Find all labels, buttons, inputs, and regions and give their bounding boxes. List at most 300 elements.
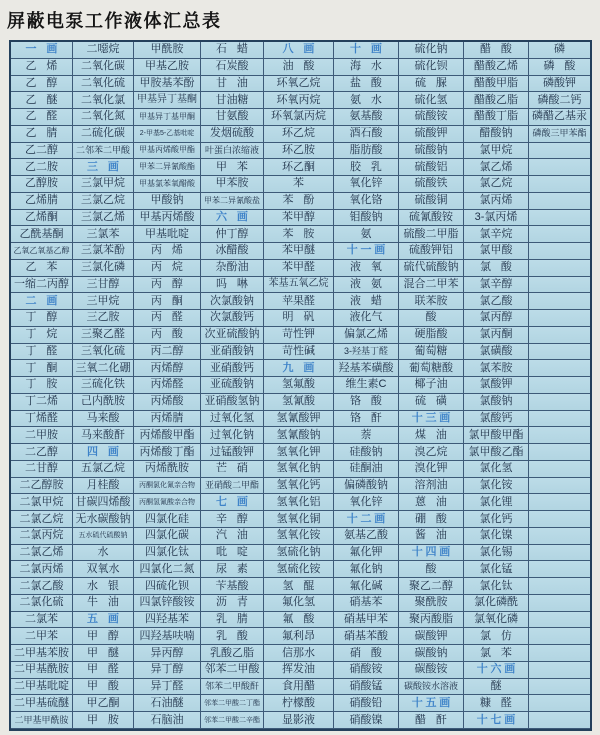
- cell-text: 十画: [350, 43, 392, 56]
- table-cell: [73, 561, 134, 578]
- cell-text: 氢硫化铵: [276, 562, 321, 575]
- table-cell: [529, 143, 590, 160]
- table-cell: [464, 411, 529, 428]
- cell-text: 糠醛: [480, 696, 522, 709]
- cell-text: 氢硫化钠: [276, 546, 321, 559]
- section-header-cell: [334, 42, 399, 59]
- section-header-cell: [464, 712, 529, 729]
- table-cell: [334, 478, 399, 495]
- table-cell: [334, 92, 399, 109]
- cell-text: 硫脲: [415, 76, 457, 89]
- table-cell: [529, 327, 590, 344]
- cell-text: 甲醇: [87, 629, 129, 642]
- table-cell: [529, 210, 590, 227]
- table-cell: [529, 193, 590, 210]
- cell-text: 氯甲烷: [479, 143, 513, 156]
- table-cell: [201, 92, 264, 109]
- table-cell: [399, 226, 464, 243]
- table-cell: [334, 494, 399, 511]
- cell-text: 氯化钙: [479, 512, 513, 525]
- table-cell: [464, 578, 529, 595]
- cell-text: 氢氰酸: [282, 395, 315, 408]
- table-cell: [73, 226, 134, 243]
- table-cell: [529, 42, 590, 59]
- table-cell: [201, 612, 264, 629]
- table-cell: [264, 578, 334, 595]
- cell-text: 椰子油: [414, 378, 448, 391]
- table-cell: [201, 444, 264, 461]
- cell-text: 十七画: [476, 713, 518, 726]
- cell-text: 磷醋乙基汞: [532, 110, 587, 123]
- table-cell: [201, 42, 264, 59]
- table-cell: [73, 511, 134, 528]
- table-cell: [134, 76, 201, 93]
- cell-text: 乙酰基酮: [19, 227, 64, 240]
- cell-text: 十六画: [476, 663, 518, 676]
- table-cell: [264, 92, 334, 109]
- cell-text: 二画: [25, 294, 68, 307]
- table-cell: [464, 344, 529, 361]
- table-cell: [399, 327, 464, 344]
- summary-table: [9, 40, 592, 731]
- table-cell: [464, 377, 529, 394]
- cell-text: 联苯胺: [414, 294, 448, 307]
- table-cell: [399, 277, 464, 294]
- cell-text: 过锰酸钾: [210, 445, 254, 458]
- table-cell: [334, 545, 399, 562]
- table-cell: [73, 461, 134, 478]
- cell-text: 叶蛋白浓缩液: [204, 144, 259, 155]
- cell-text: 苯: [293, 177, 304, 190]
- table-cell: [73, 327, 134, 344]
- table-cell: [11, 545, 73, 562]
- cell-text: 氢氰酸钠: [276, 428, 321, 441]
- cell-text: 信那水: [282, 646, 315, 659]
- table-cell: [399, 243, 464, 260]
- cell-text: 丙醛: [151, 311, 193, 324]
- cell-text: 氯乙烯: [479, 160, 513, 173]
- table-cell: [11, 528, 73, 545]
- cell-text: 二氯乙酸: [19, 579, 64, 592]
- cell-text: 硫化氢: [414, 93, 448, 106]
- cell-text: 醋酸: [480, 43, 522, 56]
- table-cell: [529, 126, 590, 143]
- cell-text: 三氯甲烷: [81, 177, 125, 190]
- table-cell: [11, 159, 73, 176]
- cell-text: 乙醛: [25, 110, 68, 123]
- cell-text: 乙二胺: [25, 160, 58, 173]
- cell-text: 丁酮: [25, 361, 68, 374]
- cell-text: 萘: [360, 428, 372, 441]
- table-cell: [334, 612, 399, 629]
- cell-text: 亚硫酸钠: [210, 378, 254, 391]
- table-cell: [264, 712, 334, 729]
- section-header-cell: [73, 159, 134, 176]
- table-cell: [73, 176, 134, 193]
- cell-text: 醋酸丁脂: [474, 110, 518, 123]
- table-cell: [264, 561, 334, 578]
- cell-text: 无水碳酸钠: [75, 512, 131, 525]
- cell-text: 三氯苯酚: [81, 244, 125, 257]
- table-cell: [73, 679, 134, 696]
- table-cell: [73, 243, 134, 260]
- table-cell: [11, 578, 73, 595]
- cell-text: 丁烷: [25, 328, 68, 341]
- table-cell: [134, 427, 201, 444]
- table-cell: [201, 394, 264, 411]
- cell-text: 氧化锌: [349, 495, 383, 508]
- section-header-cell: [201, 210, 264, 227]
- table-cell: [134, 595, 201, 612]
- table-cell: [399, 578, 464, 595]
- cell-text: 氨基酸: [349, 110, 383, 123]
- cell-text: 葡萄糖酸: [409, 361, 453, 374]
- cell-text: 过氧化钠: [210, 428, 254, 441]
- cell-text: 十三画: [411, 412, 453, 424]
- cell-text: 氯化铵: [479, 479, 513, 492]
- table-cell: [134, 612, 201, 629]
- table-cell: [399, 444, 464, 461]
- cell-text: 二甲苯: [25, 629, 58, 642]
- table-cell: [334, 427, 399, 444]
- table-cell: [73, 427, 134, 444]
- table-cell: [529, 109, 590, 126]
- cell-text: 丙烯酸丁酯: [139, 445, 195, 458]
- cell-text: 磷: [554, 43, 565, 56]
- table-cell: [264, 427, 334, 444]
- table-cell: [334, 277, 399, 294]
- cell-text: 硫酸钠: [414, 143, 448, 156]
- table-cell: [134, 109, 201, 126]
- table-cell: [464, 193, 529, 210]
- cell-text: 仲丁醇: [215, 227, 249, 240]
- cell-text: 氯化锡: [479, 546, 513, 559]
- cell-text: 煤油: [415, 428, 457, 441]
- cell-text: 吡啶: [216, 546, 258, 559]
- table-cell: [464, 444, 529, 461]
- table-cell: [399, 109, 464, 126]
- table-cell: [201, 243, 264, 260]
- cell-text: 八画: [282, 43, 325, 56]
- table-cell: [134, 310, 201, 327]
- cell-text: 柠檬酸: [282, 696, 315, 709]
- cell-text: 沥青: [216, 596, 258, 609]
- cell-text: 挥发油: [282, 663, 315, 676]
- cell-text: 甲苯: [216, 160, 258, 173]
- table-cell: [264, 193, 334, 210]
- table-cell: [134, 511, 201, 528]
- table-cell: [134, 478, 201, 495]
- table-cell: [464, 461, 529, 478]
- table-cell: [73, 126, 134, 143]
- cell-text: 乙烯腈: [25, 194, 58, 207]
- table-cell: [134, 243, 201, 260]
- cell-text: 乙醇: [25, 76, 68, 89]
- cell-text: 三氯乙烯: [81, 210, 125, 223]
- cell-text: 过氧化氢: [210, 412, 254, 424]
- table-cell: [134, 344, 201, 361]
- cell-text: 磷酸钾: [543, 76, 576, 89]
- cell-text: 邻苯二甲酸酐: [204, 681, 259, 692]
- cell-text: 甘氨酸: [215, 110, 249, 123]
- table-cell: [529, 76, 590, 93]
- table-cell: [399, 126, 464, 143]
- table-cell: [201, 411, 264, 428]
- table-cell: [201, 109, 264, 126]
- cell-text: 四画: [87, 445, 129, 458]
- cell-text: 异丙醇: [150, 646, 184, 659]
- table-cell: [399, 394, 464, 411]
- table-cell: [399, 595, 464, 612]
- table-cell: [334, 59, 399, 76]
- table-cell: [11, 310, 73, 327]
- table-cell: [264, 109, 334, 126]
- cell-text: 甲醛: [87, 663, 129, 676]
- table-cell: [334, 377, 399, 394]
- cell-text: 氢氟酸: [282, 378, 315, 391]
- cell-text: 氯酸钠: [479, 395, 513, 408]
- table-cell: [73, 528, 134, 545]
- cell-text: 二氯化硫: [19, 596, 64, 609]
- table-cell: [464, 143, 529, 160]
- table-cell: [264, 143, 334, 160]
- table-cell: [464, 528, 529, 545]
- cell-text: 乙二醇: [25, 143, 58, 156]
- cell-text: 丙酮氢氰酸亲合物: [139, 498, 195, 506]
- table-cell: [201, 511, 264, 528]
- cell-text: 醋酸乙脂: [474, 93, 518, 106]
- cell-text: 一画: [25, 43, 68, 56]
- table-cell: [399, 612, 464, 629]
- table-cell: [11, 595, 73, 612]
- cell-text: 氢氧化钠: [276, 462, 321, 475]
- cell-text: 氯丙醇: [479, 311, 513, 324]
- table-cell: [334, 695, 399, 712]
- cell-text: 四氯化钛: [145, 546, 189, 559]
- cell-text: 乳腈: [216, 613, 258, 626]
- table-cell: [201, 578, 264, 595]
- cell-text: 亚硝酸钠: [210, 344, 254, 357]
- cell-text: 三甲烷: [86, 294, 120, 307]
- table-cell: [134, 260, 201, 277]
- cell-text: 氯苯胺: [479, 361, 513, 374]
- table-cell: [11, 193, 73, 210]
- cell-text: 邻苯二甲酸二丁酯: [204, 699, 260, 707]
- cell-text: 氯甲酸乙酯: [468, 445, 524, 458]
- table-cell: [11, 360, 73, 377]
- table-cell: [529, 59, 590, 76]
- cell-text: 丁胺: [25, 378, 68, 391]
- cell-text: 碳酸铵水溶液: [403, 681, 458, 692]
- table-cell: [464, 226, 529, 243]
- table-cell: [264, 310, 334, 327]
- table-cell: [134, 561, 201, 578]
- cell-text: 四硫化钡: [145, 579, 189, 592]
- cell-text: 亚硝酸二甲酯: [204, 480, 259, 491]
- table-cell: [529, 444, 590, 461]
- cell-text: 氯化锂: [479, 495, 513, 508]
- cell-text: 硅酸钠: [349, 445, 383, 458]
- table-cell: [73, 310, 134, 327]
- table-cell: [264, 277, 334, 294]
- cell-text: 三甘醇: [86, 277, 120, 290]
- table-cell: [264, 511, 334, 528]
- cell-text: 氯化镍: [479, 529, 513, 542]
- cell-text: 甲酸: [87, 680, 129, 693]
- table-cell: [134, 143, 201, 160]
- table-cell: [134, 695, 201, 712]
- cell-text: 食用醋: [282, 680, 315, 693]
- table-cell: [334, 260, 399, 277]
- cell-text: 甲酰胺: [150, 43, 184, 56]
- table-cell: [73, 595, 134, 612]
- table-cell: [529, 243, 590, 260]
- table-cell: [73, 109, 134, 126]
- cell-text: 硫酸钾铝: [409, 244, 453, 257]
- table-cell: [464, 360, 529, 377]
- cell-text: 氯仿: [480, 629, 522, 642]
- table-cell: [11, 76, 73, 93]
- table-cell: [529, 427, 590, 444]
- table-cell: [334, 109, 399, 126]
- table-cell: [73, 695, 134, 712]
- table-cell: [134, 444, 201, 461]
- table-cell: [464, 494, 529, 511]
- cell-text: 乳酸乙脂: [210, 646, 254, 659]
- table-cell: [134, 360, 201, 377]
- cell-text: 二氯乙烯: [19, 546, 64, 559]
- cell-text: 石炭酸: [215, 60, 249, 73]
- cell-text: 液氨: [350, 277, 392, 290]
- cell-text: 氯酸: [480, 261, 522, 274]
- table-cell: [73, 645, 134, 662]
- cell-text: 二氯丙烷: [19, 529, 64, 542]
- section-header-cell: [73, 612, 134, 629]
- table-cell: [264, 260, 334, 277]
- table-cell: [464, 394, 529, 411]
- cell-text: 氯辛醇: [479, 277, 513, 290]
- table-cell: [464, 645, 529, 662]
- table-cell: [201, 427, 264, 444]
- cell-text: 氯甲酸: [479, 244, 513, 257]
- cell-text: 氯丙烯: [479, 194, 513, 207]
- table-cell: [529, 411, 590, 428]
- table-cell: [464, 679, 529, 696]
- table-cell: [464, 277, 529, 294]
- cell-text: 溶剂油: [414, 479, 448, 492]
- table-cell: [201, 595, 264, 612]
- table-cell: [134, 210, 201, 227]
- table-cell: [529, 461, 590, 478]
- cell-text: 石蜡: [216, 43, 258, 56]
- table-cell: [464, 76, 529, 93]
- table-cell: [11, 260, 73, 277]
- cell-text: 五氯乙烷: [81, 462, 125, 475]
- table-cell: [399, 344, 464, 361]
- table-cell: [201, 293, 264, 310]
- table-cell: [464, 561, 529, 578]
- cell-text: 汽油: [216, 529, 258, 542]
- table-cell: [11, 628, 73, 645]
- table-cell: [201, 277, 264, 294]
- table-cell: [134, 327, 201, 344]
- table-cell: [11, 478, 73, 495]
- cell-text: 马来酸酐: [81, 428, 125, 441]
- table-cell: [334, 327, 399, 344]
- table-cell: [399, 360, 464, 377]
- cell-text: 丁二烯: [25, 395, 58, 408]
- cell-text: 苄基酸: [215, 579, 249, 592]
- cell-text: 氯化锰: [479, 562, 513, 575]
- table-cell: [201, 545, 264, 562]
- cell-text: 碳酸钠: [414, 646, 448, 659]
- table-cell: [11, 327, 73, 344]
- table-cell: [134, 59, 201, 76]
- table-cell: [201, 193, 264, 210]
- cell-text: 苯甲醚: [282, 244, 315, 257]
- cell-text: 苯胺: [282, 227, 325, 240]
- table-cell: [334, 628, 399, 645]
- cell-text: 三氧化硫: [81, 344, 125, 357]
- cell-text: 氯乙烷: [479, 177, 513, 190]
- table-cell: [73, 76, 134, 93]
- table-cell: [264, 411, 334, 428]
- table-cell: [464, 109, 529, 126]
- table-cell: [529, 645, 590, 662]
- cell-text: 氟化碱: [349, 579, 383, 592]
- table-cell: [334, 561, 399, 578]
- table-cell: [334, 143, 399, 160]
- table-cell: [264, 679, 334, 696]
- table-cell: [529, 394, 590, 411]
- table-cell: [529, 612, 590, 629]
- cell-text: 丙醇: [151, 277, 193, 290]
- cell-text: 溴乙烷: [414, 445, 448, 458]
- table-cell: [11, 645, 73, 662]
- cell-text: 辛醇: [216, 512, 258, 525]
- cell-text: 四氯化碳: [145, 529, 189, 542]
- table-cell: [201, 176, 264, 193]
- table-cell: [11, 511, 73, 528]
- table-cell: [264, 595, 334, 612]
- table-cell: [73, 478, 134, 495]
- cell-text: 硫化钠: [414, 43, 448, 56]
- table-cell: [399, 293, 464, 310]
- cell-text: 氯甲酸甲酯: [468, 428, 524, 441]
- table-cell: [134, 528, 201, 545]
- table-cell: [73, 293, 134, 310]
- cell-text: 四羟基呋喃: [139, 629, 195, 642]
- table-cell: [73, 42, 134, 59]
- cell-text: 乙腈: [25, 127, 68, 140]
- table-cell: [464, 159, 529, 176]
- cell-text: 环乙胺: [282, 143, 315, 156]
- table-cell: [134, 662, 201, 679]
- table-cell: [399, 461, 464, 478]
- table-cell: [334, 578, 399, 595]
- cell-text: 十一画: [346, 244, 388, 257]
- cell-text: 甲基吡啶: [145, 227, 189, 240]
- cell-text: 氯氧化磷: [474, 613, 518, 626]
- table-cell: [134, 277, 201, 294]
- cell-text: 氢氰酸钾: [276, 412, 321, 424]
- table-cell: [529, 377, 590, 394]
- table-cell: [201, 59, 264, 76]
- table-cell: [399, 528, 464, 545]
- cell-text: 丙烯酸: [150, 395, 184, 408]
- cell-text: 甲酸钠: [150, 194, 184, 207]
- cell-text: 水银: [87, 579, 129, 592]
